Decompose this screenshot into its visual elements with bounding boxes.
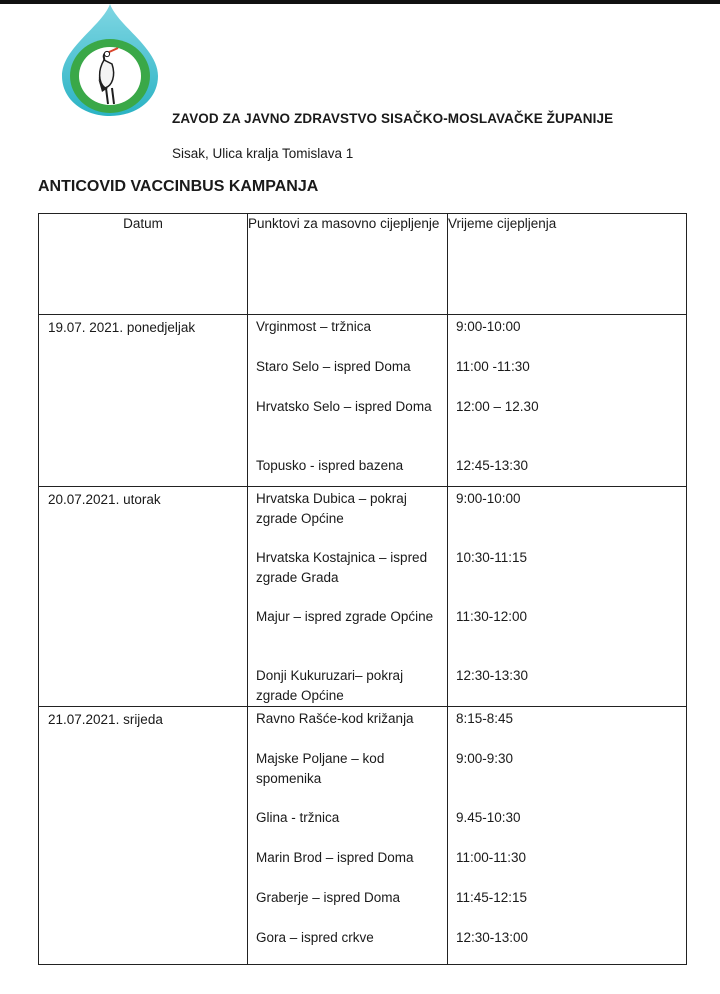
table-header-row (39, 214, 687, 315)
stork-drop-logo-icon (58, 4, 162, 118)
location-item: Staro Selo – ispred Doma (256, 359, 411, 374)
time-cell (448, 487, 687, 707)
time-item: 11:00 -11:30 (456, 359, 530, 374)
time-item: 9.45-10:30 (456, 810, 521, 825)
date-cell: 20.07.2021. utorak (39, 487, 248, 707)
date-cell: 21.07.2021. srijeda (39, 707, 248, 965)
time-item: 12:00 – 12.30 (456, 399, 539, 414)
header-punktovi: Punktovi za masovno cijepljenje (248, 214, 448, 315)
table-row (39, 707, 687, 965)
location-item: Majske Poljane – kod spomenika (256, 751, 385, 786)
time-item: 9:00-9:30 (456, 751, 514, 766)
location-item: Hrvatsko Selo – ispred Doma (256, 399, 432, 414)
time-item: 11:45-12:15 (456, 890, 528, 905)
time-cell (448, 707, 687, 965)
header-vrijeme: Vrijeme cijepljenja (448, 214, 687, 315)
time-item: 8:15-8:45 (456, 711, 514, 726)
table-row (39, 315, 687, 487)
location-item: Vrginmost – tržnica (256, 319, 372, 334)
time-item: 11:30-12:00 (456, 609, 528, 624)
time-cell (448, 315, 687, 487)
location-cell (248, 315, 448, 487)
location-item: Gora – ispred crkve (256, 930, 374, 945)
location-cell (248, 707, 448, 965)
table-row (39, 487, 687, 707)
location-item: Hrvatska Kostajnica – ispred zgrade Grada (256, 550, 428, 585)
date-cell: 19.07. 2021. ponedjeljak (39, 315, 248, 487)
location-item: Glina - tržnica (256, 810, 340, 825)
time-item: 12:30-13:30 (456, 668, 529, 683)
location-item: Topusko - ispred bazena (256, 458, 404, 473)
time-item: 12:45-13:30 (456, 458, 529, 473)
location-item: Marin Brod – ispred Doma (256, 850, 414, 865)
time-item: 10:30-11:15 (456, 550, 528, 565)
time-item: 9:00-10:00 (456, 319, 521, 334)
location-item: Donji Kukuruzari– pokraj zgrade Općine (256, 668, 404, 703)
time-item: 9:00-10:00 (456, 491, 521, 506)
header-datum: Datum (39, 214, 248, 315)
location-item: Graberje – ispred Doma (256, 890, 401, 905)
location-item: Majur – ispred zgrade Općine (256, 609, 434, 624)
time-item: 11:00-11:30 (456, 850, 527, 865)
organization-address: Sisak, Ulica kralja Tomislava 1 (172, 146, 354, 161)
organization-name: ZAVOD ZA JAVNO ZDRAVSTVO SISAČKO-MOSLAVAČKE ŽUPANIJE (172, 111, 614, 126)
document-title: ANTICOVID VACCINBUS KAMPANJA (38, 178, 319, 195)
location-item: Hrvatska Dubica – pokraj zgrade Općine (256, 491, 407, 526)
location-cell (248, 487, 448, 707)
vaccination-schedule-table (38, 213, 687, 965)
time-item: 12:30-13:00 (456, 930, 529, 945)
location-item: Ravno Rašće-kod križanja (256, 711, 414, 726)
